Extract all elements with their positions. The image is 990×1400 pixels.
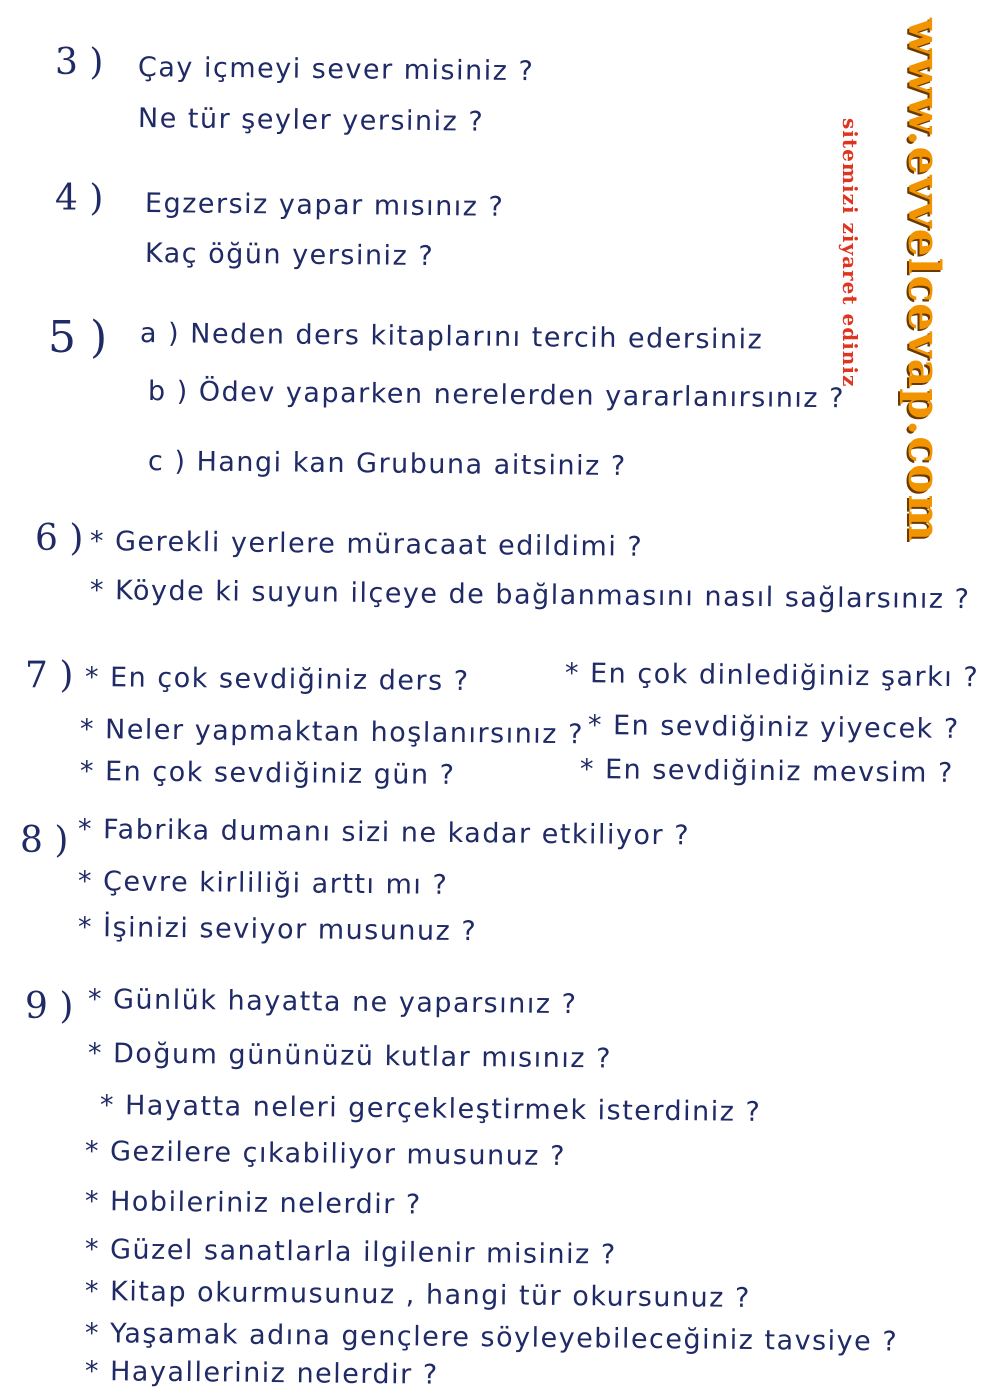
- question-line: * Gerekli yerlere müracaat edildimi ?: [89, 526, 644, 563]
- watermark: [838, 8, 968, 542]
- question-number: 7 ): [25, 655, 74, 696]
- question-line: * En çok dinlediğiniz şarkı ?: [564, 658, 980, 694]
- question-line: Çay içmeyi sever misiniz ?: [137, 52, 535, 88]
- question-line: b ) Ödev yaparken nerelerden yararlanırsınız ?: [147, 376, 846, 415]
- question-line: * Gezilere çıkabiliyor musunuz ?: [84, 1136, 567, 1173]
- question-number: 4 ): [55, 178, 104, 219]
- question-line: * En sevdiğiniz mevsim ?: [579, 754, 954, 789]
- question-line: * Doğum gününüzü kutlar mısınız ?: [87, 1038, 613, 1075]
- question-line: * Güzel sanatlarla ilgilenir misiniz ?: [84, 1234, 617, 1271]
- question-line: * En çok sevdiğiniz gün ?: [79, 756, 456, 791]
- question-number: 9 ): [25, 986, 74, 1027]
- question-line: * Hayalleriniz nelerdir ?: [84, 1356, 439, 1391]
- question-line: Egzersiz yapar mısınız ?: [144, 188, 505, 223]
- question-line: * Çevre kirliliği arttı mı ?: [77, 866, 449, 901]
- question-number: 5 ): [48, 312, 108, 363]
- question-line: a ) Neden ders kitaplarını tercih edersiniz: [139, 318, 764, 356]
- question-number: 6 ): [35, 518, 84, 559]
- watermark-slogan: sitemizi ziyaret ediniz: [838, 118, 862, 388]
- question-line: Kaç öğün yersiniz ?: [144, 238, 435, 273]
- question-line: * Kitap okurmusunuz , hangi tür okursunuz ?: [84, 1276, 751, 1314]
- question-line: * Hayatta neleri gerçekleştirmek isterdiniz ?: [99, 1090, 762, 1128]
- question-line: * Neler yapmaktan hoşlanırsınız ?: [79, 714, 585, 751]
- watermark-url: www.evvelcevap.com: [898, 18, 949, 542]
- question-number: 3 ): [55, 42, 104, 83]
- question-line: * En çok sevdiğiniz ders ?: [84, 662, 470, 698]
- question-line: * Günlük hayatta ne yaparsınız ?: [87, 984, 578, 1021]
- question-line: * Fabrika dumanı sizi ne kadar etkiliyor ?: [77, 814, 691, 852]
- question-line: c ) Hangi kan Grubuna aitsiniz ?: [147, 446, 627, 483]
- question-line: * En sevdiğiniz yiyecek ?: [587, 710, 960, 745]
- question-line: Ne tür şeyler yersiniz ?: [137, 103, 485, 138]
- question-line: * Hobileriniz nelerdir ?: [84, 1186, 422, 1221]
- question-line: * Yaşamak adına gençlere söyleyebileceğiniz tavsiye ?: [84, 1318, 899, 1358]
- question-line: * Köyde ki suyun ilçeye de bağlanmasını nasıl sağlarsınız ?: [89, 575, 971, 616]
- question-line: * İşinizi seviyor musunuz ?: [77, 912, 478, 948]
- question-number: 8 ): [20, 820, 69, 861]
